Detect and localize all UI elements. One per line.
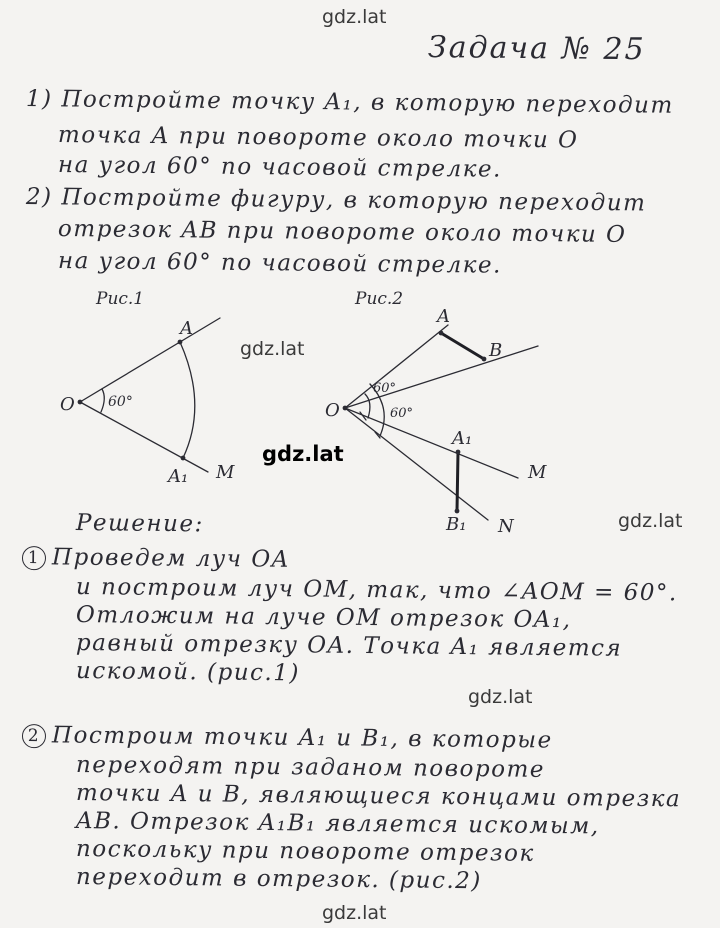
- fig2-ray-on: [345, 408, 488, 520]
- step1-line3: Отложим на луче OM отрезок OA₁,: [75, 602, 572, 634]
- step2-line5: поскольку при повороте отрезок: [75, 836, 535, 867]
- fig2-caption: Рис.2: [355, 289, 404, 309]
- fig2-ray-om: [345, 408, 518, 478]
- task1-line1: 1) Постройте точку A₁, в которую переходит: [25, 86, 674, 119]
- fig1-ray-oa: [80, 318, 220, 402]
- task1-line3: на угол 60° по часовой стрелке.: [57, 152, 503, 183]
- step1-line1: [22, 544, 290, 573]
- fig1-point-a1: [181, 456, 186, 461]
- fig2-ray-ob: [345, 346, 538, 408]
- step1-line5: искомой. (рис.1): [75, 658, 301, 687]
- solution-heading: Решение:: [75, 510, 204, 538]
- fig2-point-b1: [455, 509, 460, 514]
- step1-number: 1: [22, 546, 46, 570]
- fig2-point-a: [439, 331, 444, 336]
- step2-line3: точки A и B, являющиеся концами отрезка: [75, 780, 682, 813]
- step1-line4: равный отрезку OA. Точка A₁ является: [75, 630, 623, 662]
- fig1-label-m: M: [216, 462, 235, 483]
- fig1-label-a1: A₁: [168, 466, 189, 487]
- watermark-top: gdz.lat: [322, 6, 387, 28]
- fig2-point-o: [343, 406, 348, 411]
- fig2-point-a1: [456, 450, 461, 455]
- fig2-angle-arc1: [365, 394, 370, 418]
- step1-text-1: Проведем луч OA: [51, 544, 290, 573]
- step2-line4: AB. Отрезок A₁B₁ является искомым,: [75, 808, 600, 840]
- fig1-angle-arc: [101, 389, 104, 412]
- fig2-angle2: 60°: [390, 406, 414, 421]
- fig1-arc: [180, 342, 195, 458]
- step2-text-1: Построим точки A₁ и B₁, в которые: [51, 722, 553, 754]
- fig1-caption: Рис.1: [96, 289, 145, 309]
- step2-line1: [22, 722, 553, 754]
- fig2-label-b1: B₁: [446, 514, 467, 535]
- task2-line1: 2) Постройте фигуру, в которую переходит: [25, 184, 647, 217]
- step2-number: 2: [22, 724, 46, 748]
- fig1-point-o: [78, 400, 83, 405]
- watermark-lower: gdz.lat: [468, 686, 533, 708]
- fig2-label-b: B: [489, 340, 503, 361]
- fig2-label-o: O: [325, 400, 340, 421]
- task-title: Задача № 25: [427, 30, 646, 68]
- fig1-angle: 60°: [108, 394, 133, 410]
- task2-line3: на угол 60° по часовой стрелке.: [57, 248, 503, 279]
- fig1-point-a: [178, 340, 183, 345]
- fig2-ray-oa: [345, 325, 448, 408]
- fig1-label-a: A: [180, 318, 193, 339]
- watermark-bottom: gdz.lat: [322, 902, 387, 924]
- task2-line2: отрезок AB при повороте около точки O: [57, 216, 627, 248]
- fig2-label-a1: A₁: [452, 428, 473, 449]
- step1-line2: и построим луч OM, так, что ∠AOM = 60°.: [75, 574, 678, 607]
- fig1-ray-om: [80, 402, 208, 472]
- fig2-segment-a1b1: [457, 452, 458, 511]
- fig1-label-o: O: [60, 394, 75, 415]
- fig2-label-n: N: [498, 516, 514, 537]
- fig2-label-m: M: [528, 462, 547, 483]
- fig2-point-b: [482, 357, 487, 362]
- watermark-mid: gdz.lat: [240, 338, 305, 360]
- fig2-angle1: 60°: [373, 381, 397, 396]
- task1-line2: точка A при повороте около точки O: [57, 122, 579, 154]
- watermark-right: gdz.lat: [618, 510, 683, 532]
- watermark-center: gdz.lat: [262, 442, 344, 466]
- fig2-label-a: A: [437, 306, 450, 327]
- step2-line6: переходит в отрезок. (рис.2): [75, 864, 482, 895]
- step2-line2: переходят при заданом повороте: [75, 752, 546, 783]
- fig2-segment-ab: [441, 333, 484, 359]
